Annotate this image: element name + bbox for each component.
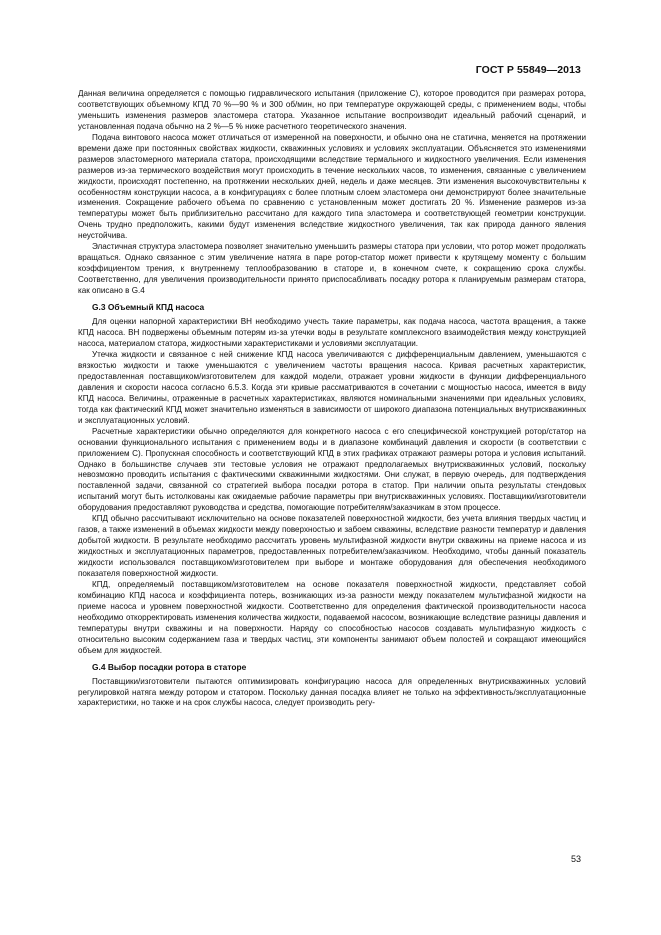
standard-header: ГОСТ Р 55849—2013 xyxy=(475,64,581,76)
paragraph: Эластичная структура эластомера позволяет значительно уменьшить размеры статора при условии, что ротор может продолжать вращаться. Однако связанное с этим увеличение натяга в паре ротор-статор может привести к крутящему моменту с большим коэффициентом трения, к внутреннему теплообразованию в статоре и, в конечном счете, к сокращению срока службы. Соответственно, для увеличения производительности принято приспосабливать посадку ротора к планируемым размерам статора, как описано в G.4 xyxy=(78,242,586,296)
paragraph: Утечка жидкости и связанное с ней снижение КПД насоса увеличиваются с дифференциальным давлением, уменьшаются с вязкостью жидкости и также уменьшаются с увеличением частоты вращения насоса. Кривая расчетных характеристик, предоставленная поставщиком/изготовителем для каждой модели, отражает уровни жидкости в функции дифференциального давления и скорости насоса согласно 6.5.3. Когда эти кривые рассматриваются в сочетании с мощностью насоса, имеется в виду КПД насоса. Величины, отраженные в расчетных характеристиках, являются номинальными значениями при идеальных условиях, тогда как фактический КПД может значительно изменяться в зависимости от широкого диапазона потенциальных внутрискважинных и эксплуатационных условий. xyxy=(78,350,586,425)
section-heading-g3: G.3 Объемный КПД насоса xyxy=(92,302,205,312)
paragraph: Для оценки напорной характеристики ВН необходимо учесть такие параметры, как подача насоса, частота вращения, а также КПД насоса. ВН подвержены объемным потерям из-за утечки воды в результате комплексного взаимодействия между конструкцией насоса, материалом статора, жидкостными характеристиками и условиями эксплуатации. xyxy=(78,317,586,348)
paragraph: КПД, определяемый поставщиком/изготовителем на основе показателя поверхностной жидкости, представляет собой комбинацию КПД насоса и коэффициента потерь, возникающих из-за разности между показателем мультифазной жидкости на приеме насоса и уровнем поверхностной жидкости. Соответственно для определения фактической производительности насоса необходимо откорректировать изменения количества жидкости, подаваемой насосом, возникающие вследствие разницы давления и температуры внутри скважины и на поверхности. Наряду со способностью насосов создавать мультифазную жидкость с относительно высоким содержанием газа и твердых частиц, эти компоненты занимают объем полостей и сокращают имеющийся объем для жидкостей. xyxy=(78,580,586,655)
paragraph: Поставщики/изготовители пытаются оптимизировать конфигурацию насоса для определенных внутрискважинных условий регулировкой натяга между ротором и статором. Поскольку данная посадка влияет не только на эффективность/эксплуатационные характеристики, но также и на срок службы насоса, следует производить регу- xyxy=(78,676,586,708)
document-body xyxy=(78,89,586,710)
paragraph: Данная величина определяется с помощью гидравлического испытания (приложение С), которое проводится при размерах ротора, соответствующих объемному КПД 70 %—90 % и 300 об/мин, но при температуре окружающей среды, с применением воды, чтобы уменьшить изменения размеров эластомера статора. Указанное испытание воспроизводит идеальный рабочий сценарий, и установленная подача обычно на 2 %—5 % ниже расчетного теоретического значения. xyxy=(78,89,586,131)
section-heading-g4: G.4 Выбор посадки ротора в статоре xyxy=(92,661,247,672)
paragraph: КПД обычно рассчитывают исключительно на основе показателей поверхностной жидкости, без учета влияния твердых частиц и газов, а также изменений в объемах жидкости между поверхностью и забоем скважины, вследствие разности температур и давления добытой жидкости. В результате необходимо рассчитать уровень мультифазной жидкости внутри скважины на приеме насоса и из жидкостных и эксплуатационных параметров, предоставленных потребителем/заказчиком. Необходимо, чтобы данный показатель жидкости использовался поставщиком/изготовителем при выборе и монтаже оборудования для обеспечения необходимого показателя поверхностной жидкости. xyxy=(78,514,586,579)
paragraph: Подача винтового насоса может отличаться от измеренной на поверхности, и обычно она не статична, меняется на протяжении времени даже при постоянных свойствах жидкости, скважинных условиях и условиях эксплуатации. Объясняется это изменениями размеров эластомерного материала статора, происходящими вследствие термального и жидкостного увеличения. Если изменения размеров из-за термического воздействия могут происходить в течение нескольких часов, то изменения, связанные с увеличением жидкости, происходят постепенно, на протяжении нескольких дней, недель и даже месяцев. Эти изменения высокочувствительны к особенностям конструкции насоса, а в конфигурациях с более плотным слоем эластомера они демонстрируют более значительные изменения. Сокращение рабочего объема по сравнению с установленным может достигать 20 %. Изменение размеров из-за температуры может быть приблизительно рассчитано для каждого типа эластомера и соответствующей геометрии конструкции. Очень трудно предположить, какими будут изменения вследствие жидкостного увеличения, так как природа данного явления неустойчива. xyxy=(78,133,586,241)
page-number: 53 xyxy=(570,854,581,864)
paragraph: Расчетные характеристики обычно определяются для конкретного насоса с его специфической конструкцией ротор/статор на основании функционального испытания с применением воды и в диапазоне комбинаций давления и скорости (в соответствии с приложением С). Пропускная способность и соответствующий КПД в этих графиках отражают размеры ротора и условия испытаний. Однако в большинстве случаев эти тестовые условия не отражают предполагаемых внутрискважинных условий, поскольку невозможно проводить испытания с фактическими скважинными жидкостями. Они служат, в первую очередь, для подтверждения поставленной задачи, связанной со стратегией выбора посадки ротора в статор. При наличии опыта результаты стендовых испытаний могут быть истолкованы как ожидаемые рабочие параметры при внутрискважинных условиях. Поставщики/изготовители оборудования предоставляют руководства и средства, помогающие потребителям/заказчикам в этом процессе. xyxy=(78,426,586,513)
